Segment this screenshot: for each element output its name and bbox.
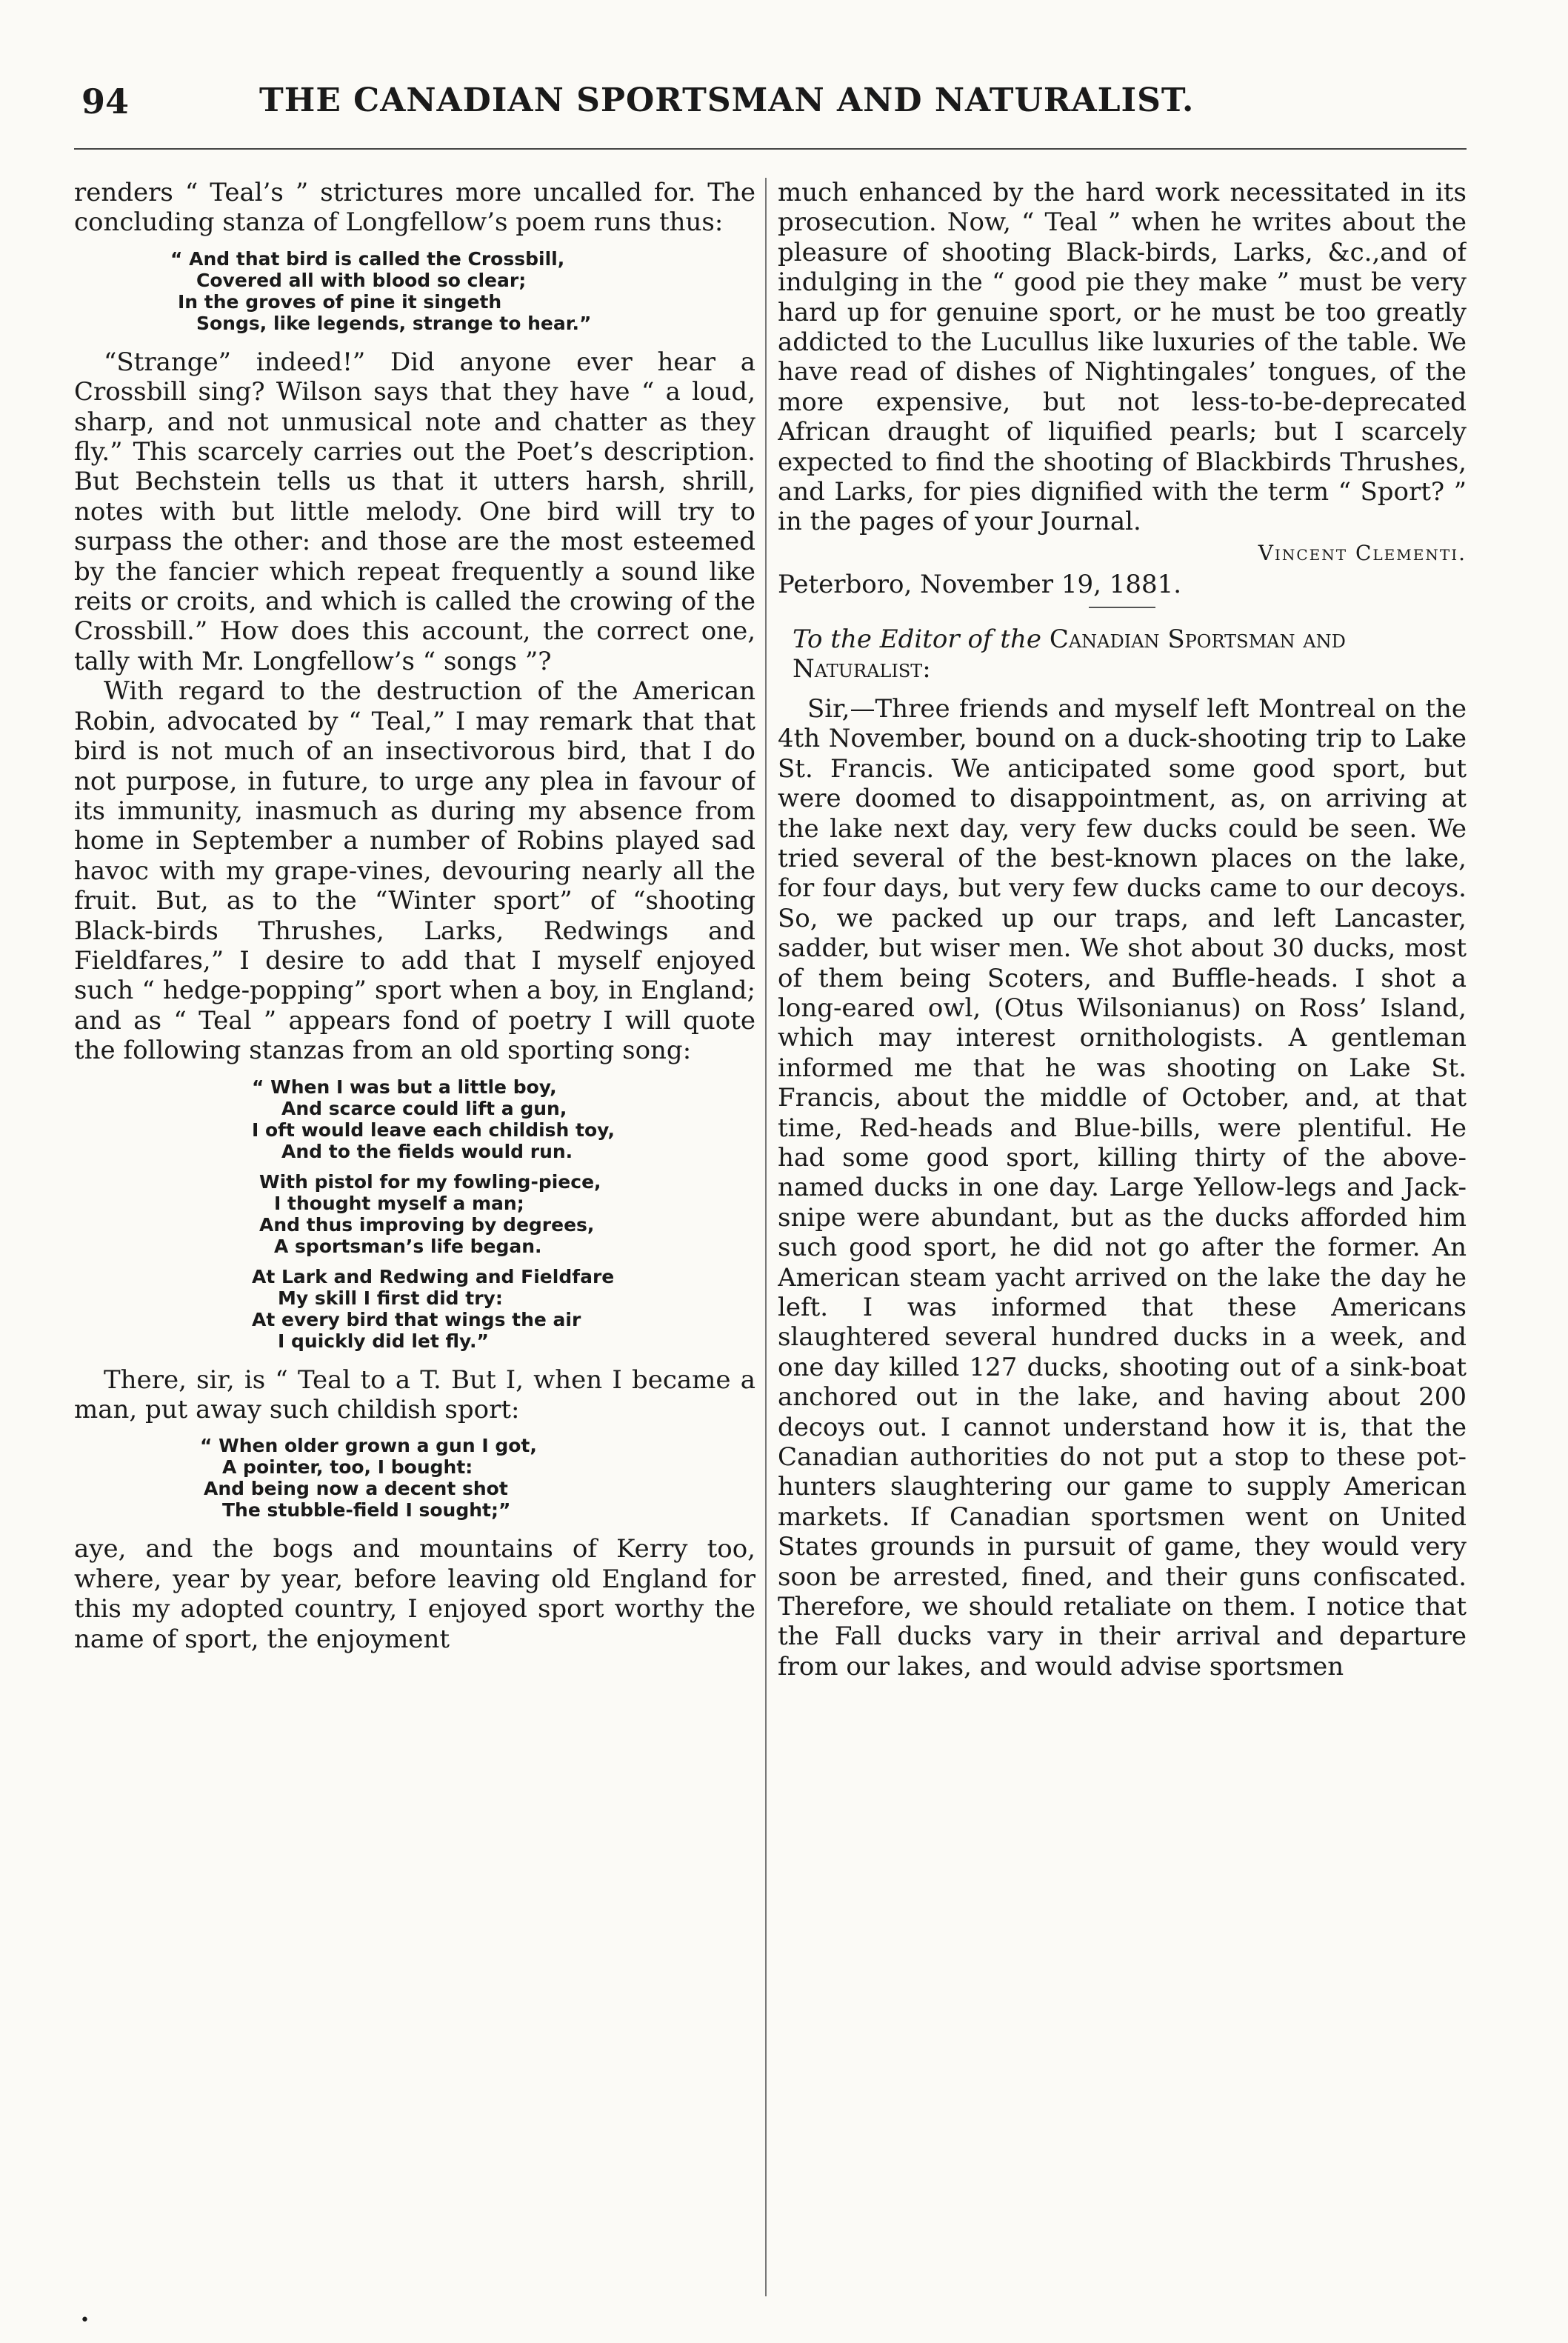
stanza xyxy=(74,1171,755,1257)
verse-line: Songs, like legends, strange to hear.” xyxy=(196,312,592,334)
stanza xyxy=(74,1076,755,1162)
paragraph: “Strange” indeed!” Did anyone ever hear a Crossbill sing? Wilson says that they have “ a loud, sharp, and not unmusical note and chatter as they fly.” This scarcely carries out the Poet’s description. But Bechstein tells us that it utters harsh, shrill, notes with but little melody. One bird will try to surpass the other: and those are the most esteemed by the fancier which repeat frequently a sound like reits or croits, and which is called the crowing of the Crossbill.” How does this account, the correct one, tally with Mr. Longfellow’s “ songs ”? xyxy=(74,347,755,676)
signature: Vincent Clementi. xyxy=(1258,540,1467,565)
paragraph: much enhanced by the hard work necessitated in its prosecution. Now, “ Teal ” when he writes about the pleasure of shooting Black-birds, Larks, &c.,and of indulging in the “ good pie they make ” must be very hard up for genuine sport, or he must be too greatly addicted to the Lucullus like luxuries of the table. We have read of dishes of Nightingales’ tongues, of the more expensive, but not less-to-be-deprecated African draught of liquified pearls; but I scarcely expected to find the shooting of Blackbirds Thrushes, and Larks, for pies dignified with the term “ Sport? ” in the pages of your Journal. xyxy=(778,178,1467,537)
verse-line: With pistol for my fowling-piece, xyxy=(259,1170,601,1193)
verse-line: “ When I was but a little boy, xyxy=(252,1076,557,1098)
salutation-caps: Canadian Sportsman and Naturalist: xyxy=(793,624,1346,684)
verse-line: I thought myself a man; xyxy=(274,1192,524,1214)
verse-line: And being now a decent shot xyxy=(204,1478,508,1500)
verse-line: A sportsman’s life began. xyxy=(274,1235,542,1257)
verse-line: In the groves of pine it singeth xyxy=(178,290,502,313)
separator-rule xyxy=(1089,607,1155,608)
dateline: Peterboro, November 19, 1881. xyxy=(778,569,1182,599)
right-column xyxy=(778,178,1467,2296)
stanza xyxy=(74,1266,755,1352)
verse-line: “ And that bird is called the Crossbill, xyxy=(170,247,565,270)
paragraph: With regard to the destruction of the American Robin, advocated by “ Teal,” I may remark that that bird is not much of an insectivorous bird, that I do not purpose, in future, to urge any plea in favour of its immunity, inasmuch as during my absence from home in September a number of Robins played sad havoc with my grape-vines, devouring nearly all the fruit. But, as to the “Winter sport” of “shooting Black-birds Thrushes, Larks, Redwings and Fieldfares,” I desire to add that I myself enjoyed such “ hedge-popping” sport when a boy, in England; and as “ Teal ” appears fond of poetry I will quote the following stanzas from an old sporting song: xyxy=(74,676,755,1066)
page-header xyxy=(81,81,1489,133)
verse-line: And thus improving by degrees, xyxy=(259,1213,595,1236)
verse-crossbill xyxy=(74,248,755,334)
verse-line: “ When older grown a gun I got, xyxy=(200,1435,537,1457)
verse-line: At Lark and Redwing and Fieldfare xyxy=(252,1265,615,1287)
verse-line: My skill I first did try: xyxy=(278,1287,503,1309)
salutation-italic: To the Editor of the xyxy=(793,624,1041,654)
verse-sporting-song xyxy=(74,1076,755,1352)
letter-salutation xyxy=(778,624,1467,684)
verse-older-grown xyxy=(74,1435,755,1521)
paragraph: aye, and the bogs and mountains of Kerry too, where, year by year, before leaving old England for this my adopted country, I enjoyed sport worthy the name of sport, the enjoyment xyxy=(74,1534,755,1654)
running-title: THE CANADIAN SPORTSMAN AND NATURALIST. xyxy=(259,81,1195,119)
page-number: 94 xyxy=(81,81,130,121)
bullet-mark: • xyxy=(80,2311,90,2330)
verse-line: I quickly did let fly.” xyxy=(278,1330,489,1352)
column-divider xyxy=(765,178,767,2296)
paragraph: renders “ Teal’s ” strictures more uncalled for. The concluding stanza of Longfellow’s poem runs thus: xyxy=(74,178,755,238)
verse-line: And scarce could lift a gun, xyxy=(281,1097,567,1119)
verse-line: The stubble-field I sought;” xyxy=(222,1499,511,1522)
header-rule xyxy=(74,148,1467,150)
verse-line: A pointer, too, I bought: xyxy=(222,1456,473,1479)
paragraph: Sir,—Three friends and myself left Montreal on the 4th November, bound on a duck-shooting trip to Lake St. Francis. We anticipated some good sport, but were doomed to disappointment, as, on arriving at the lake next day, very few ducks could be seen. We tried several of the best-known places on the lake, for four days, but very few ducks came to our decoys. So, we packed up our traps, and left Lancaster, sadder, but wiser men. We shot about 30 ducks, most of them being Scoters, and Buffle-heads. I shot a long-eared owl, (Otus Wilsonianus) on Ross’ Island, which may interest ornithologists. A gentleman informed me that he was shooting on Lake St. Francis, about the middle of October, and, at that time, Red-heads and Blue-bills, were plentiful. He had some good sport, killing thirty of the above-named ducks in one day. Large Yellow-legs and Jack-snipe were abundant, but as the ducks afforded him such good sport, he did not go after the former. An American steam yacht arrived on the lake the day he left. I was informed that these Americans slaughtered several hundred ducks in a week, and one day killed 127 ducks, shooting out of a sink-boat anchored out in the lake, and having about 200 decoys out. I cannot understand how it is, that the Canadian authorities do not put a stop to these pot-hunters slaughtering our game to supply American markets. If Canadian sportsmen went on United States grounds in pursuit of game, they would very soon be arrested, fined, and their guns confiscated. Therefore, we should retaliate on them. I notice that the Fall ducks vary in their arrival and departure from our lakes, and would advise sportsmen xyxy=(778,693,1467,1682)
verse-line: At every bird that wings the air xyxy=(252,1308,581,1330)
left-column xyxy=(74,178,755,2296)
verse-line: And to the fields would run. xyxy=(281,1140,573,1162)
verse-line: Covered all with blood so clear; xyxy=(196,269,527,291)
verse-line: I oft would leave each childish toy, xyxy=(252,1119,615,1141)
paragraph: There, sir, is “ Teal to a T. But I, when I became a man, put away such childish sport: xyxy=(74,1364,755,1424)
